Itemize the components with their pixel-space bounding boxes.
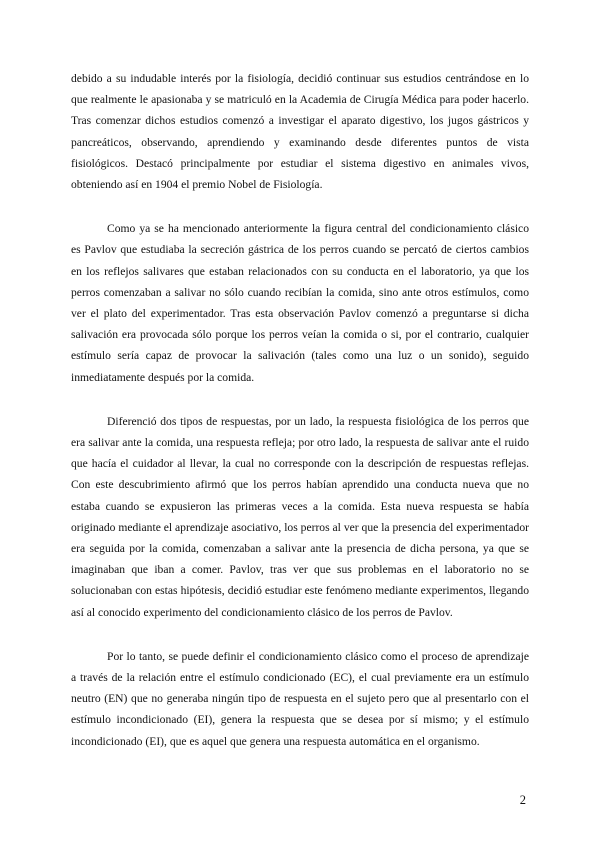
paragraph-pavlov-observation: Como ya se ha mencionado anteriormente la figura central del condicionamiento clásico es Pavlov que estudiaba la secreción gástrica de los perros cuando se percató de ciertos cambios en los reflejos salivares que estaban relacionados con su conducta en el laboratorio, ya que los perros comenzaban a salivar no sólo cuando recibían la comida, sino ante otros estímulos, como ver el plato del experimentador. Tras esta observación Pavlov comenzó a preguntarse si dicha salivación era provocada sólo porque los perros veían la comida o si, por el contrario, cualquier estímulo sería capaz de provocar la salivación (tales como una luz o un sonido), seguido inmediatamente después por la comida. — [71, 222, 529, 384]
body-text — [71, 68, 529, 775]
page-number: 2 — [519, 793, 526, 807]
paragraph-continuation: debido a su indudable interés por la fisiología, decidió continuar sus estudios centrándose en lo que realmente le apasionaba y se matriculó en la Academia de Cirugía Médica para poder hacerlo. Tras comenzar dichos estudios comenzó a investigar el aparato digestivo, los jugos gástricos y pancreáticos, observando, aprendiendo y examinando desde diferentes puntos de vista fisiológicos. Destacó principalmente por estudiar el sistema digestivo en animales vivos, obteniendo así en 1904 el premio Nobel de Fisiología. — [71, 72, 529, 192]
paragraph-definition: Por lo tanto, se puede definir el condicionamiento clásico como el proceso de aprendizaje a través de la relación entre el estímulo condicionado (EC), el cual previamente era un estímulo neutro (EN) que no generaba ningún tipo de respuesta en el sujeto pero que al presentarlo con el estímulo incondicionado (EI), genera la respuesta que se desea por sí mismo; y el estímulo incondicionado (EI), que es aquel que genera una respuesta automática en el organismo. — [71, 649, 529, 748]
paragraph-response-types: Diferenció dos tipos de respuestas, por un lado, la respuesta fisiológica de los perros que era salivar ante la comida, una respuesta refleja; por otro lado, la respuesta de salivar ante el ruido que hacía el cuidador al llevar, la cual no corresponde con la descripción de respuestas reflejas. Con este descubrimiento afirmó que los perros habían aprendido una conducta nueva que no estaba cuando se expusieron las primeras veces a la comida. Esta nueva respuesta se había originado mediante el aprendizaje asociativo, los perros al ver que la presencia del experimentador era seguida por la comida, comenzaban a salivar ante la presencia de dicha persona, ya que se imaginaban que iban a comer. Pavlov, tras ver que sus problemas en el laboratorio no se solucionaban con estas hipótesis, decidió estudiar este fenómeno mediante experimentos, llegando así al conocido experimento del condicionamiento clásico de los perros de Pavlov. — [71, 414, 529, 619]
